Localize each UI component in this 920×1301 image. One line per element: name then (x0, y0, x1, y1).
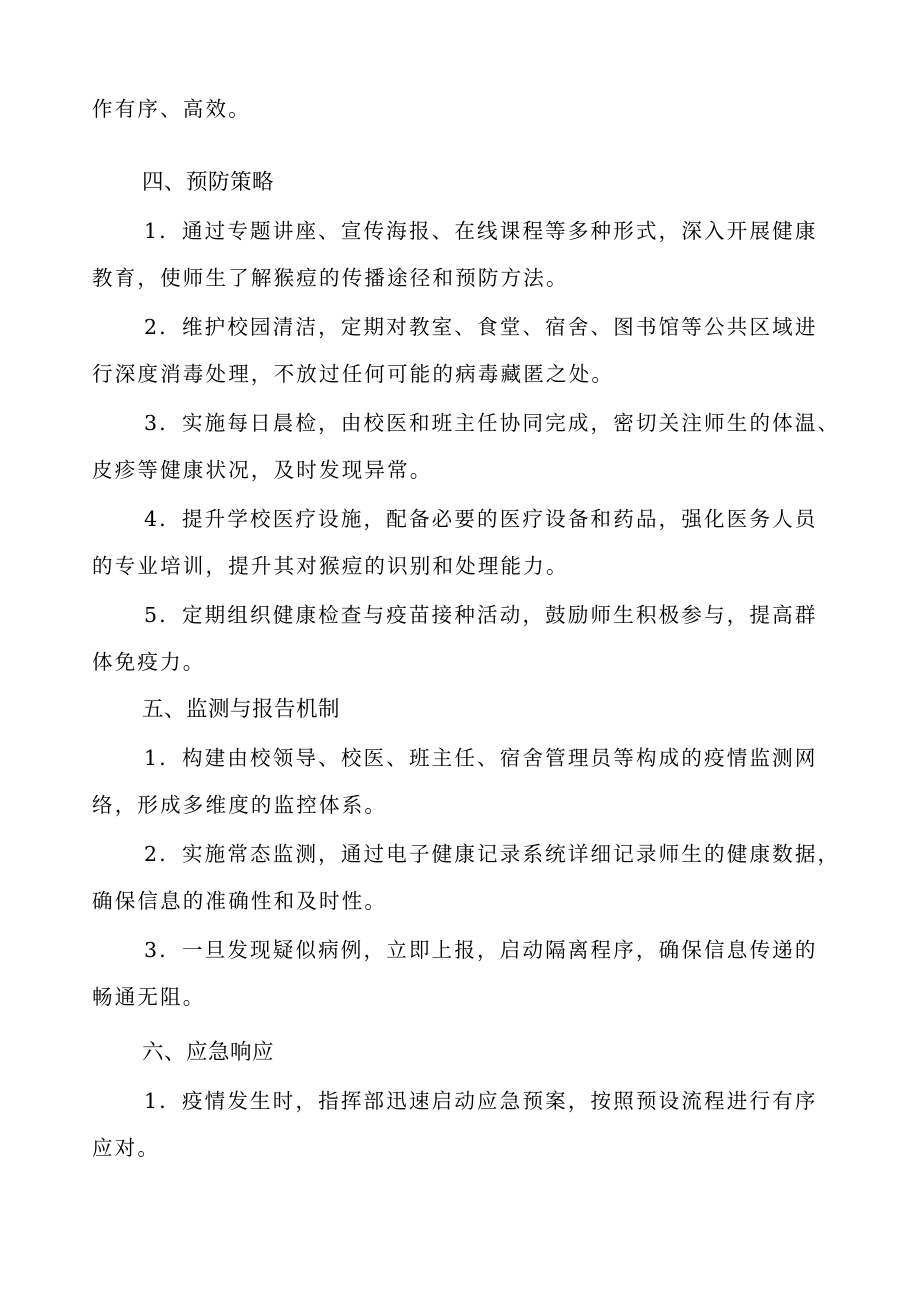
item-line: 皮疹等健康状况，及时发现异常。 (92, 458, 433, 482)
item-line: 3．实施每日晨检，由校医和班主任协同完成，密切关注师生的体温、 (144, 411, 841, 435)
list-item (92, 400, 841, 494)
section-heading-emergency: 六、应急响应 (142, 1040, 275, 1065)
item-line: 教育，使师生了解猴痘的传播途径和预防方法。 (92, 266, 569, 290)
list-item (92, 592, 838, 686)
item-line: 络，形成多维度的监控体系。 (92, 793, 388, 817)
item-line: 的专业培训，提升其对猴痘的识别和处理能力。 (92, 554, 569, 578)
item-line: 行深度消毒处理，不放过任何可能的病毒藏匿之处。 (92, 362, 615, 386)
item-line: 2．实施常态监测，通过电子健康记录系统详细记录师生的健康数据， (144, 842, 841, 866)
list-item (92, 831, 841, 925)
item-line: 4．提升学校医疗设施，配备必要的医疗设备和药品，强化医务人员 (144, 507, 818, 531)
section-heading-monitoring: 五、监测与报告机制 (142, 697, 341, 722)
list-item (92, 208, 838, 302)
list-item (92, 1078, 838, 1172)
item-line: 2．维护校园清洁，定期对教室、食堂、宿舍、图书馆等公共区域进 (144, 315, 818, 339)
item-line: 应对。 (92, 1136, 161, 1160)
item-line: 畅通无阻。 (92, 985, 206, 1009)
list-item (92, 927, 838, 1021)
item-line: 1．构建由校领导、校医、班主任、宿舍管理员等构成的疫情监测网 (144, 746, 818, 770)
item-line: 5．定期组织健康检查与疫苗接种活动，鼓励师生积极参与，提高群 (144, 603, 818, 627)
item-line: 3．一旦发现疑似病例，立即上报，启动隔离程序，确保信息传递的 (144, 938, 818, 962)
section-heading-prevention: 四、预防策略 (142, 170, 275, 195)
list-item (92, 496, 838, 590)
list-item (92, 735, 838, 829)
item-line: 体免疫力。 (92, 650, 206, 674)
intro-line: 作有序、高效。 (92, 97, 251, 121)
document-body (92, 86, 841, 1172)
list-item (92, 304, 838, 398)
item-line: 确保信息的准确性和及时性。 (92, 889, 388, 913)
item-line: 1．通过专题讲座、宣传海报、在线课程等多种形式，深入开展健康 (144, 219, 818, 243)
item-line: 1．疫情发生时，指挥部迅速启动应急预案，按照预设流程进行有序 (144, 1089, 818, 1113)
